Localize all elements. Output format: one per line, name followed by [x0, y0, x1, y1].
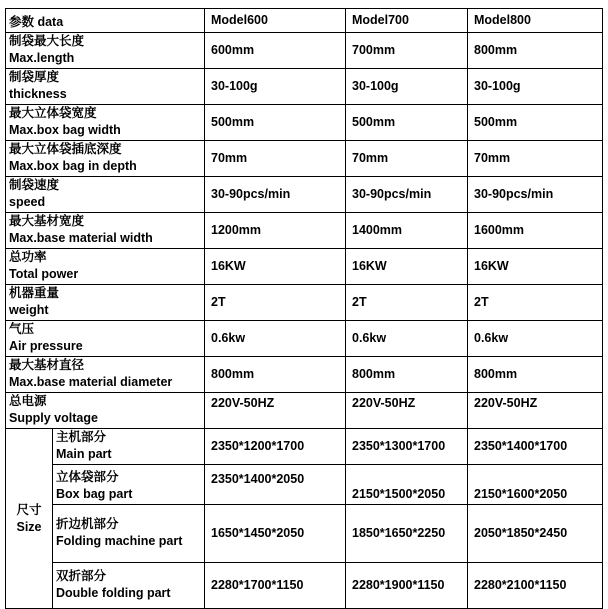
value-model-800: 2T	[468, 285, 603, 321]
param-en: Max.box bag in depth	[9, 159, 137, 173]
value-model-800: 0.6kw	[468, 321, 603, 357]
param-cn: 总功率	[9, 250, 47, 264]
value-model-800: 1600mm	[468, 213, 603, 249]
value-model-800: 2150*1600*2050	[468, 465, 603, 505]
param-en: Supply voltage	[9, 411, 98, 425]
param-en: Max.box bag width	[9, 123, 121, 137]
value-model-600: 2350*1200*1700	[205, 429, 346, 465]
header-param: 参数 data	[6, 9, 205, 33]
row-supply-voltage	[6, 393, 603, 429]
param-en: Max.base material width	[9, 231, 153, 245]
value-model-700: 2280*1900*1150	[346, 563, 468, 609]
value-model-600: 220V-50HZ	[205, 393, 346, 429]
row-total-power	[6, 249, 603, 285]
value-model-600: 1200mm	[205, 213, 346, 249]
param-cn: 制袋速度	[9, 178, 60, 192]
value-model-700: 500mm	[346, 105, 468, 141]
param-en: weight	[9, 303, 49, 317]
row-air-pressure	[6, 321, 603, 357]
spec-table	[5, 8, 603, 609]
value-model-600: 30-90pcs/min	[205, 177, 346, 213]
header-model-800: Model800	[468, 9, 603, 33]
value-model-700: 30-90pcs/min	[346, 177, 468, 213]
size-part-label	[53, 465, 205, 505]
value-model-600: 0.6kw	[205, 321, 346, 357]
row-box-bag-width	[6, 105, 603, 141]
value-model-600: 70mm	[205, 141, 346, 177]
value-model-600: 2280*1700*1150	[205, 563, 346, 609]
size-part-label	[53, 563, 205, 609]
param-en: Max.length	[9, 51, 75, 65]
param-en: speed	[9, 195, 46, 209]
value-model-800: 800mm	[468, 33, 603, 69]
value-model-800: 16KW	[468, 249, 603, 285]
value-model-700: 2350*1300*1700	[346, 429, 468, 465]
row-size-folding-machine-part	[6, 505, 603, 563]
part-cn: 立体袋部分	[56, 470, 119, 484]
param-cn: 气压	[9, 322, 35, 336]
value-model-700: 2T	[346, 285, 468, 321]
row-weight	[6, 285, 603, 321]
part-en: Double folding part	[56, 586, 171, 600]
value-model-700: 30-100g	[346, 69, 468, 105]
param-en: Max.base material diameter	[9, 375, 173, 389]
row-base-material-diameter	[6, 357, 603, 393]
value-model-700: 0.6kw	[346, 321, 468, 357]
row-base-material-width	[6, 213, 603, 249]
value-model-800: 30-100g	[468, 69, 603, 105]
size-en: Size	[16, 519, 42, 534]
value-model-700: 1400mm	[346, 213, 468, 249]
param-cn: 最大立体袋宽度	[9, 106, 97, 120]
value-model-700: 70mm	[346, 141, 468, 177]
part-en: Box bag part	[56, 487, 133, 501]
size-part-label	[53, 505, 205, 563]
value-model-700: 220V-50HZ	[346, 393, 468, 429]
value-model-700: 2150*1500*2050	[346, 465, 468, 505]
value-model-600: 16KW	[205, 249, 346, 285]
value-model-800: 220V-50HZ	[468, 393, 603, 429]
value-model-800: 30-90pcs/min	[468, 177, 603, 213]
value-model-800: 2280*2100*1150	[468, 563, 603, 609]
value-model-600: 800mm	[205, 357, 346, 393]
param-label	[6, 321, 205, 357]
value-model-700: 800mm	[346, 357, 468, 393]
param-cn: 总电源	[9, 394, 47, 408]
size-cn: 尺寸	[16, 502, 42, 517]
part-cn: 折边机部分	[56, 517, 119, 531]
value-model-800: 800mm	[468, 357, 603, 393]
param-en: thickness	[9, 87, 67, 101]
param-label	[6, 357, 205, 393]
param-en: Total power	[9, 267, 79, 281]
param-label	[6, 249, 205, 285]
value-model-800: 2350*1400*1700	[468, 429, 603, 465]
value-model-600: 30-100g	[205, 69, 346, 105]
value-model-800: 2050*1850*2450	[468, 505, 603, 563]
row-box-bag-depth	[6, 141, 603, 177]
header-row	[6, 9, 603, 33]
row-size-main-part	[6, 429, 603, 465]
param-label	[6, 393, 205, 429]
param-label	[6, 69, 205, 105]
param-cn: 机器重量	[9, 286, 60, 300]
param-cn: 制袋最大长度	[9, 34, 85, 48]
part-en: Main part	[56, 447, 112, 461]
size-part-label	[53, 429, 205, 465]
value-model-600: 500mm	[205, 105, 346, 141]
value-model-700: 1850*1650*2250	[346, 505, 468, 563]
part-en: Folding machine part	[56, 534, 183, 548]
part-cn: 主机部分	[56, 430, 107, 444]
param-cn: 制袋厚度	[9, 70, 60, 84]
param-label	[6, 177, 205, 213]
param-label	[6, 213, 205, 249]
param-cn: 最大基材直径	[9, 358, 85, 372]
param-en: Air pressure	[9, 339, 83, 353]
value-model-700: 700mm	[346, 33, 468, 69]
row-size-box-bag-part	[6, 465, 603, 505]
header-model-600: Model600	[205, 9, 346, 33]
row-speed	[6, 177, 603, 213]
row-max-length	[6, 33, 603, 69]
param-label	[6, 141, 205, 177]
value-model-600: 2T	[205, 285, 346, 321]
size-label	[6, 429, 53, 609]
param-label	[6, 285, 205, 321]
value-model-800: 500mm	[468, 105, 603, 141]
row-thickness	[6, 69, 603, 105]
value-model-600: 600mm	[205, 33, 346, 69]
part-cn: 双折部分	[56, 569, 107, 583]
value-model-700: 16KW	[346, 249, 468, 285]
param-cn: 最大基材宽度	[9, 214, 85, 228]
value-model-600: 2350*1400*2050	[205, 465, 346, 505]
param-label	[6, 105, 205, 141]
header-model-700: Model700	[346, 9, 468, 33]
value-model-600: 1650*1450*2050	[205, 505, 346, 563]
row-size-double-folding-part	[6, 563, 603, 609]
param-label	[6, 33, 205, 69]
value-model-800: 70mm	[468, 141, 603, 177]
param-cn: 最大立体袋插底深度	[9, 142, 122, 156]
